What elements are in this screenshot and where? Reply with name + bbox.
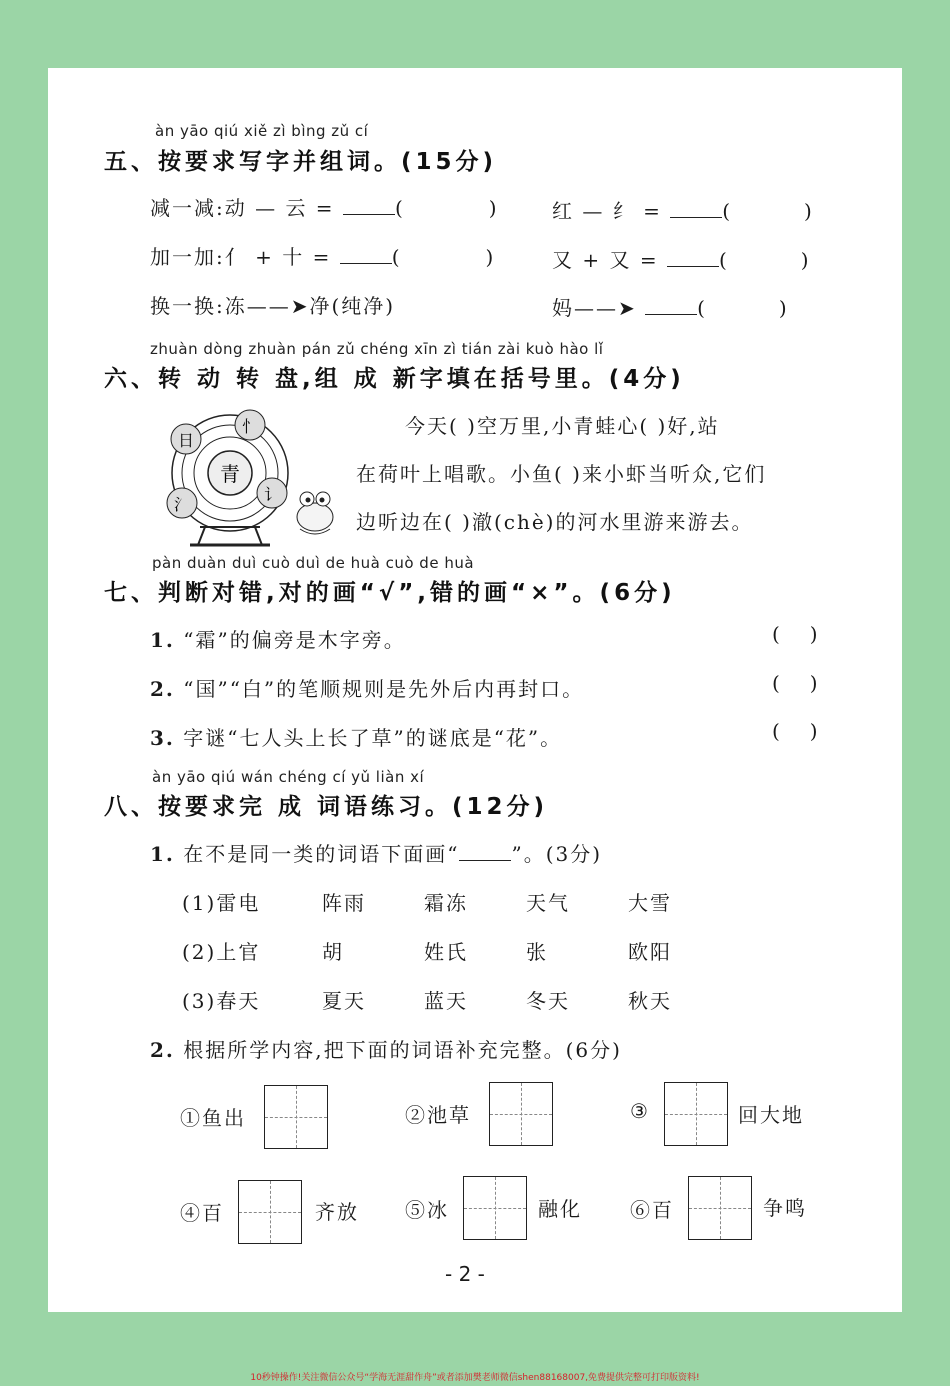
- s7-item-3: [150, 722, 562, 751]
- s5-r2b-text: 又 + 又 =: [552, 248, 659, 272]
- word[interactable]: 天气: [526, 891, 570, 915]
- s6-passage-line2: 在荷叶上唱歌。小鱼( )来小虾当听众,它们: [356, 462, 767, 486]
- q1-text-post: ”。(3分): [511, 842, 603, 866]
- word[interactable]: 夏天: [322, 989, 366, 1013]
- s7-item-2: [150, 673, 584, 702]
- char-box[interactable]: [664, 1082, 728, 1146]
- word[interactable]: (1)雷电: [182, 891, 261, 915]
- item-text: “国”“白”的笔顺规则是先外后内再封口。: [183, 677, 585, 701]
- char-box[interactable]: [489, 1082, 553, 1146]
- s5-row2-left: 加一加:亻 + 十 = ( ): [150, 245, 496, 269]
- s5-r2a-text: 加一加:亻 + 十 =: [150, 245, 332, 269]
- s5-row3-right: 妈——➤ ( ): [552, 296, 789, 320]
- fill-a3-label: ③: [630, 1099, 650, 1123]
- item-number: 2.: [150, 677, 175, 701]
- q2-text: 根据所学内容,把下面的词语补充完整。(6分): [183, 1038, 622, 1062]
- word[interactable]: 冬天: [526, 989, 570, 1013]
- wheel-top-char: 忄: [241, 417, 259, 436]
- s7-pinyin: pàn duàn duì cuò duì de huà cuò de huà: [152, 554, 475, 572]
- fill-b1-label: ④百: [180, 1201, 224, 1225]
- char-box[interactable]: [463, 1176, 527, 1240]
- s5-row1-left: 减一减:动 — 云 = ( ): [150, 196, 499, 220]
- turntable-illustration: [160, 405, 350, 553]
- word[interactable]: 大雪: [628, 891, 672, 915]
- word[interactable]: (2)上官: [182, 940, 261, 964]
- underline-sample: [459, 842, 511, 861]
- s7-title: 七、判断对错,对的画“√”,错的画“×”。(6分): [104, 580, 676, 606]
- s5-row3-left: 换一换:冻——➤净(纯净): [150, 294, 396, 318]
- s6-title: 六、转 动 转 盘,组 成 新字填在括号里。(4分): [104, 366, 685, 392]
- item-text: 字谜“七人头上长了草”的谜底是“花”。: [183, 726, 563, 750]
- fill-b2b-label: 融化: [538, 1197, 582, 1221]
- word[interactable]: 霜冻: [424, 891, 468, 915]
- fill-a1-label: ①鱼出: [180, 1106, 246, 1130]
- answer-blank[interactable]: [645, 296, 697, 315]
- fill-b1b-label: 齐放: [315, 1200, 359, 1224]
- fill-b3b-label: 争鸣: [763, 1196, 807, 1220]
- word[interactable]: 秋天: [628, 989, 672, 1013]
- char-box[interactable]: [238, 1180, 302, 1244]
- word[interactable]: 姓氏: [424, 940, 468, 964]
- wheel-bottom-char: 氵: [173, 495, 191, 514]
- item-text: “霜”的偏旁是木字旁。: [183, 628, 406, 652]
- s6-passage-line1: 今天( )空万里,小青蛙心( )好,站: [405, 414, 720, 438]
- fill-b3-label: ⑥百: [630, 1198, 674, 1222]
- s6-pinyin: zhuàn dòng zhuàn pán zǔ chéng xīn zì tián zài kuò hào lǐ: [150, 340, 604, 358]
- answer-paren-3[interactable]: ( ): [772, 719, 818, 743]
- wheel-center-char: 青: [220, 462, 240, 486]
- fill-b2-label: ⑤冰: [405, 1198, 449, 1222]
- word[interactable]: 蓝天: [424, 989, 468, 1013]
- s5-r1b-text: 红 — 纟 =: [552, 199, 662, 223]
- answer-blank[interactable]: [340, 245, 392, 264]
- answer-blank[interactable]: [667, 248, 719, 267]
- page-number: - 2 -: [445, 1262, 485, 1286]
- wheel-left-char: 日: [177, 431, 195, 450]
- char-box[interactable]: [264, 1085, 328, 1149]
- s6-passage-line3: 边听边在( )澈(chè)的河水里游来游去。: [356, 510, 754, 534]
- footer-note: 10秒钟操作!关注微信公众号“学海无涯甜作舟”或者添加樊老师微信shen88168007,免费提供完整可打印版资料!: [250, 1373, 700, 1383]
- s5-pinyin: àn yāo qiú xiě zì bìng zǔ cí: [155, 122, 369, 140]
- s5-r3b-text: 妈——➤: [552, 296, 637, 320]
- s5-row1-right: 红 — 纟 = ( ): [552, 199, 814, 223]
- q-number: 2.: [150, 1038, 175, 1062]
- s8-q1: [150, 838, 602, 867]
- answer-paren-2[interactable]: ( ): [772, 671, 818, 695]
- answer-paren-1[interactable]: ( ): [772, 622, 818, 646]
- answer-blank[interactable]: [343, 196, 395, 215]
- s5-title: 五、按要求写字并组词。(15分): [104, 149, 498, 175]
- q1-text-pre: 在不是同一类的词语下面画“: [183, 842, 460, 866]
- s5-r1a-text: 减一减:动 — 云 =: [150, 196, 335, 220]
- word[interactable]: 张: [526, 940, 548, 964]
- word[interactable]: (3)春天: [182, 989, 261, 1013]
- s8-q2: [150, 1034, 622, 1063]
- s8-pinyin: àn yāo qiú wán chéng cí yǔ liàn xí: [152, 768, 425, 786]
- s8-title: 八、按要求完 成 词语练习。(12分): [104, 794, 549, 820]
- item-number: 1.: [150, 628, 175, 652]
- word[interactable]: 欧阳: [628, 940, 672, 964]
- s7-item-1: [150, 624, 406, 653]
- word[interactable]: 阵雨: [322, 891, 366, 915]
- fill-a2-label: ②池草: [405, 1103, 471, 1127]
- word[interactable]: 胡: [322, 940, 344, 964]
- fill-a3b-label: 回大地: [738, 1103, 804, 1127]
- answer-blank[interactable]: [670, 199, 722, 218]
- item-number: 3.: [150, 726, 175, 750]
- q-number: 1.: [150, 842, 175, 866]
- s5-row2-right: 又 + 又 = ( ): [552, 248, 811, 272]
- wheel-right-char: 讠: [263, 485, 281, 504]
- char-box[interactable]: [688, 1176, 752, 1240]
